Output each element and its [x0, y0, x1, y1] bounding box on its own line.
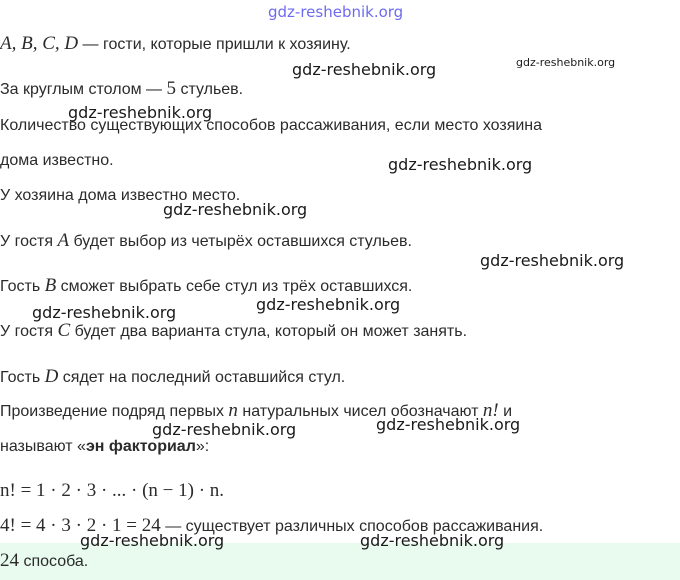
watermark: gdz-reshebnik.org [32, 303, 177, 322]
math-n-factorial: n! [482, 400, 499, 421]
math-var-d: D [44, 366, 59, 387]
text-product-end: и [498, 403, 513, 420]
formula-factorial-def: n! = 1 · 2 · 3 · ... · (n − 1) · n. [0, 480, 225, 501]
text-called-start: называют « [0, 438, 86, 455]
text-guest-a-end: будет выбор из четырёх оставшихся стульев. [69, 233, 412, 250]
watermark-top: gdz-reshebnik.org [268, 3, 404, 21]
text-line-guests [0, 33, 351, 55]
text-guests-desc: — гости, которые пришли к хозяину. [78, 36, 351, 53]
math-var-a: A [57, 230, 70, 251]
text-guest-c-start: У гостя [0, 323, 58, 340]
math-chairs-count: 5 [166, 78, 176, 99]
watermark: gdz-reshebnik.org [388, 155, 533, 174]
text-line-called [0, 438, 209, 456]
math-var-c: C [57, 320, 71, 341]
text-guest-b-start: Гость [0, 278, 45, 295]
text-guest-a-start: У гостя [0, 233, 58, 250]
math-var-n: n [228, 400, 238, 421]
watermark: gdz-reshebnik.org [68, 103, 213, 122]
text-line-guest-b [0, 275, 412, 297]
text-called-end: »: [195, 438, 210, 455]
math-four-factorial: 4! = 4 · 3 · 2 · 1 = 24 [0, 515, 161, 536]
watermark: gdz-reshebnik.org [516, 56, 616, 69]
math-var-b: B [44, 275, 57, 296]
watermark: gdz-reshebnik.org [152, 420, 297, 439]
answer-text: способа. [19, 553, 89, 570]
text-guest-c-end: будет два варианта стула, который он может занять. [70, 323, 468, 340]
text-product-mid: натуральных чисел обозначают [237, 403, 483, 420]
watermark: gdz-reshebnik.org [80, 531, 225, 550]
text-line-host: У хозяина дома известно место. [0, 187, 241, 204]
answer-line [0, 550, 88, 572]
text-factorial-term: эн факториал [85, 438, 196, 455]
answer-number: 24 [0, 550, 19, 571]
text-guest-d-start: Гость [0, 369, 45, 386]
watermark: gdz-reshebnik.org [480, 251, 625, 270]
text-line-chairs [0, 78, 243, 100]
watermark: gdz-reshebnik.org [360, 531, 505, 550]
text-line-guest-a [0, 230, 412, 252]
text-four-factorial-desc: — существует различных способов рассаживания. [160, 518, 544, 535]
text-guest-b-end: сможет выбрать себе стул из трёх оставшихся. [56, 278, 413, 295]
math-guest-vars: A, B, C, D [0, 33, 79, 54]
text-product-start: Произведение подряд первых [0, 403, 229, 420]
text-line-guest-c [0, 320, 467, 342]
text-guest-d-end: сядет на последний оставшийся стул. [58, 369, 346, 386]
text-line-count-1: Количество существующих способов рассаживания, если место хозяина [0, 117, 543, 134]
watermark: gdz-reshebnik.org [292, 60, 437, 79]
text-chairs-end: стульев. [176, 81, 244, 98]
text-chairs-start: За круглым столом — [0, 81, 167, 98]
text-line-guest-d [0, 366, 345, 388]
watermark: gdz-reshebnik.org [256, 295, 401, 314]
watermark: gdz-reshebnik.org [376, 415, 521, 434]
text-line-count-2: дома известно. [0, 152, 114, 169]
watermark: gdz-reshebnik.org [163, 200, 308, 219]
